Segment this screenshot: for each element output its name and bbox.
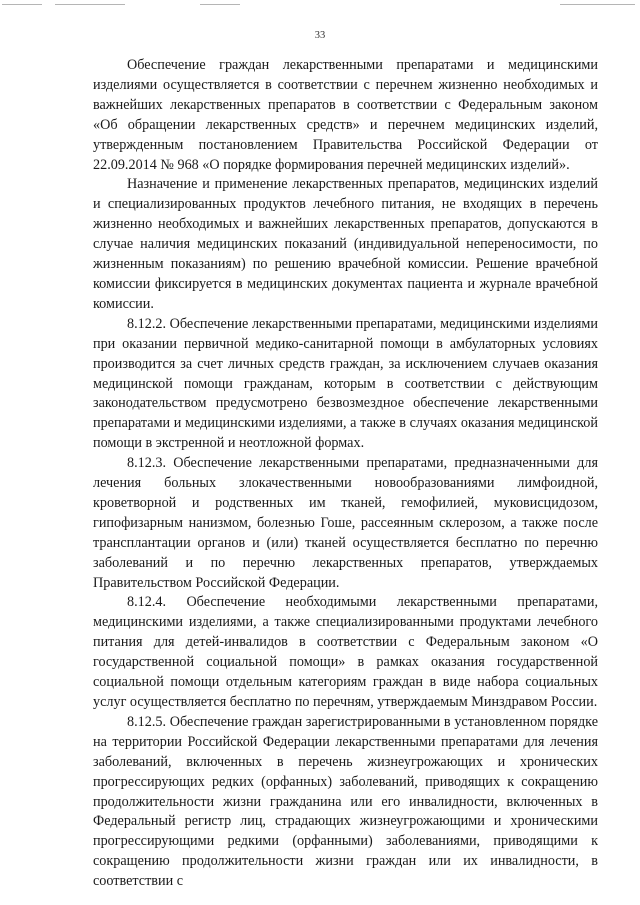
page-number: 33 (314, 30, 326, 41)
paragraph-prescription-outside-list: Назначение и применение лекарственных препаратов, медицинских изделий и специализированных продуктов лечебного питания, не входящих в перечень жизненно необходимых и важнейших лекарственных препаратов, допускаются в случае наличия медицинских показаний (индивидуальной непереносимости, по жизненным показаниям) по решению врачебной комиссии. Решение врачебной комиссии фиксируется в медицинских документах пациента и журнале врачебной комиссии. (93, 176, 598, 312)
paragraph-8-12-5: 8.12.5. Обеспечение граждан зарегистрированными в установленном порядке на территории Российской Федерации лекарственными препаратами для лечения заболеваний, включенных в перечень жизнеугрожающих и хронических прогрессирующих редких (орфанных) заболеваний, приводящих к сокращению продолжительности жизни гражданина или его инвалидности, включенных в Федеральный регистр лиц, страдающих жизнеугрожающими и хроническими прогрессирующими редкими (орфанными) заболеваниями, приводящими к сокращению продолжительности жизни граждан или их инвалидности, в соответствии с (93, 713, 598, 890)
scan-edge-line (55, 4, 125, 5)
paragraph-8-12-2: 8.12.2. Обеспечение лекарственными препаратами, медицинскими изделиями при оказании первичной медико-санитарной помощи в амбулаторных условиях производится за счет личных средств граждан, за исключением случаев оказания медицинской помощи гражданам, которым в соответствии с действующим законодательством предусмотрено безвозмездное обеспечение лекарственными препаратами и медицинскими изделиями, а также в случаях оказания медицинской помощи в экстренной и неотложной формах. (93, 315, 598, 452)
paragraph-8-12-4: 8.12.4. Обеспечение необходимыми лекарственными препаратами, медицинскими изделиями, а также специализированными продуктами лечебного питания для детей-инвалидов в соответствии с Федеральным законом «О государственной социальной помощи» в рамках оказания государственной социальной помощи отдельным категориям граждан в виде набора социальных услуг осуществляется бесплатно по перечням, утверждаемым Минздравом России. (93, 594, 598, 710)
paragraph-medicine-supply: Обеспечение граждан лекарственными препаратами и медицинскими изделиями осуществляется в соответствии с перечнем жизненно необходимых и важнейших лекарственных препаратов в соответствии с Федеральным законом «Об обращении лекарственных средств» и перечнем медицинских изделий, утвержденным постановлением Правительства Российской Федерации от 22.09.2014 № 968 «О порядке формирования перечней медицинских изделий». (93, 57, 598, 173)
scan-edge-line (200, 4, 240, 5)
paragraph-8-12-3: 8.12.3. Обеспечение лекарственными препаратами, предназначенными для лечения больных злокачественными новообразованиями лимфоидной, кроветворной и родственных им тканей, гемофилией, муковисцидозом, гипофизарным нанизмом, болезнью Гоше, рассеянным склерозом, а также после трансплантации органов и (или) тканей осуществляется бесплатно по перечню заболеваний и по перечню лекарственных препаратов, утверждаемых Правительством Российской Федерации. (93, 455, 598, 591)
scan-edge-line (2, 4, 42, 5)
document-body (93, 56, 598, 892)
scan-edge-line (560, 4, 635, 5)
